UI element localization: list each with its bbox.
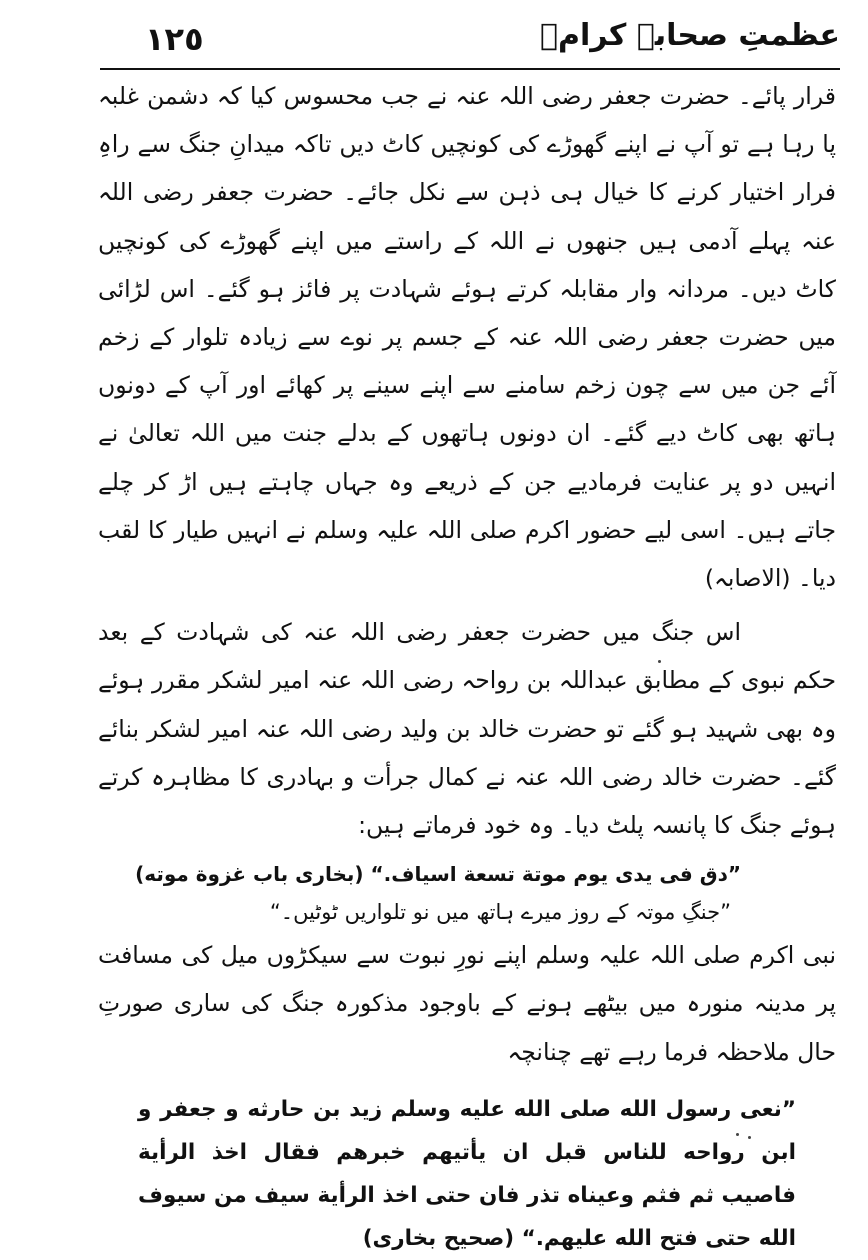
- running-title: عظمتِ صحابہ کرامؓ: [540, 18, 840, 53]
- paragraph-khalid-command: اس جنگ میں حضرت جعفر رضی اللہ عنہ کی شہادت کے بعد حکم نبوی کے مطابق عبداللہ بن رواحہ رضی اللہ عنہ امیر لشکر مقرر ہوئے وہ بھی شہید ہو گئے تو حضرت خالد بن ولید رضی اللہ عنہ امیر لشکر بنائے گئے۔ حضرت خالد رضی اللہ عنہ نے کمال جرأت و بہادری کا مظاہرہ کرتے ہوئے جنگ کا پانسہ پلٹ دیا۔ وہ خود فرماتے ہیں:: [98, 618, 836, 840]
- hadith-quote: ”نعی رسول الله صلی الله علیه وسلم زید بن حارثه و جعفر و ابن رواحه للناس قبل ان یأتیهم خبرهم فقال اخذ الرأیة فاصیب ثم فثم وعیناه تذر فان حتی اخذ الرأیة سیف من سیوف الله حتی فتح الله علیهم.“ (صحیح بخاری): [138, 1096, 796, 1251]
- scan-speck: [658, 660, 661, 663]
- paragraph-prophet-vision: نبی اکرم صلی اللہ علیہ وسلم اپنے نورِ نبوت سے سیکڑوں میل کی مسافت پر مدینہ منورہ میں بیٹھے ہونے کے باوجود مذکورہ جنگ کی ساری صورتِ حال ملاحظہ فرما رہے تھے چنانچہ: [98, 941, 836, 1066]
- scan-speck: [748, 1136, 751, 1139]
- scan-speck: [736, 1133, 739, 1136]
- paragraph-jafar-martyrdom: قرار پائے۔ حضرت جعفر رضی اللہ عنہ نے جب محسوس کیا کہ دشمن غلبہ پا رہا ہے تو آپ نے اپنے گھوڑے کی کونچیں کاٹ دیں تاکہ میدانِ جنگ سے راہِ فرار اختیار کرنے کا خیال ہی ذہن سے نکل جائے۔ حضرت جعفر رضی اللہ عنہ پہلے آدمی ہیں جنھوں نے اللہ کے راستے میں اپنے گھوڑے کی کونچیں کاٹ دیں۔ مردانہ وار مقابلہ کرتے ہوئے شہادت پر فائز ہو گئے۔ اس لڑائی میں حضرت جعفر رضی اللہ عنہ کے جسم پر نوے سے زیادہ تلوار کے زخم آئے جن میں سے چون زخم سامنے سے اپنے سینے پر کھائے اور آپ کے دونوں ہاتھ بھی کاٹ دیے گئے۔ ان دونوں ہاتھوں کے بدلے جنت میں اللہ تعالیٰ نے انہیں دو پر عنایت فرمادیے جن کے ذریعے وہ جہاں چاہتے ہیں اڑ کر چلے جاتے ہیں۔ اسی لیے حضور اکرم صلی اللہ علیہ وسلم نے انہیں طیار کا لقب دیا۔ (الاصابہ): [98, 82, 836, 593]
- page-body: [98, 72, 836, 1260]
- urdu-quote-translation: ”جنگِ موتہ کے روز میرے ہاتھ میں نو تلواریں ٹوٹیں۔“: [269, 900, 731, 925]
- page-number: ١٢٥: [145, 20, 204, 58]
- header-rule: [100, 68, 840, 70]
- page-header: [100, 14, 840, 70]
- arabic-quote: ”دق فی یدی یوم موتة تسعة اسیاف.“ (بخاری باب غزوة موته): [135, 862, 741, 887]
